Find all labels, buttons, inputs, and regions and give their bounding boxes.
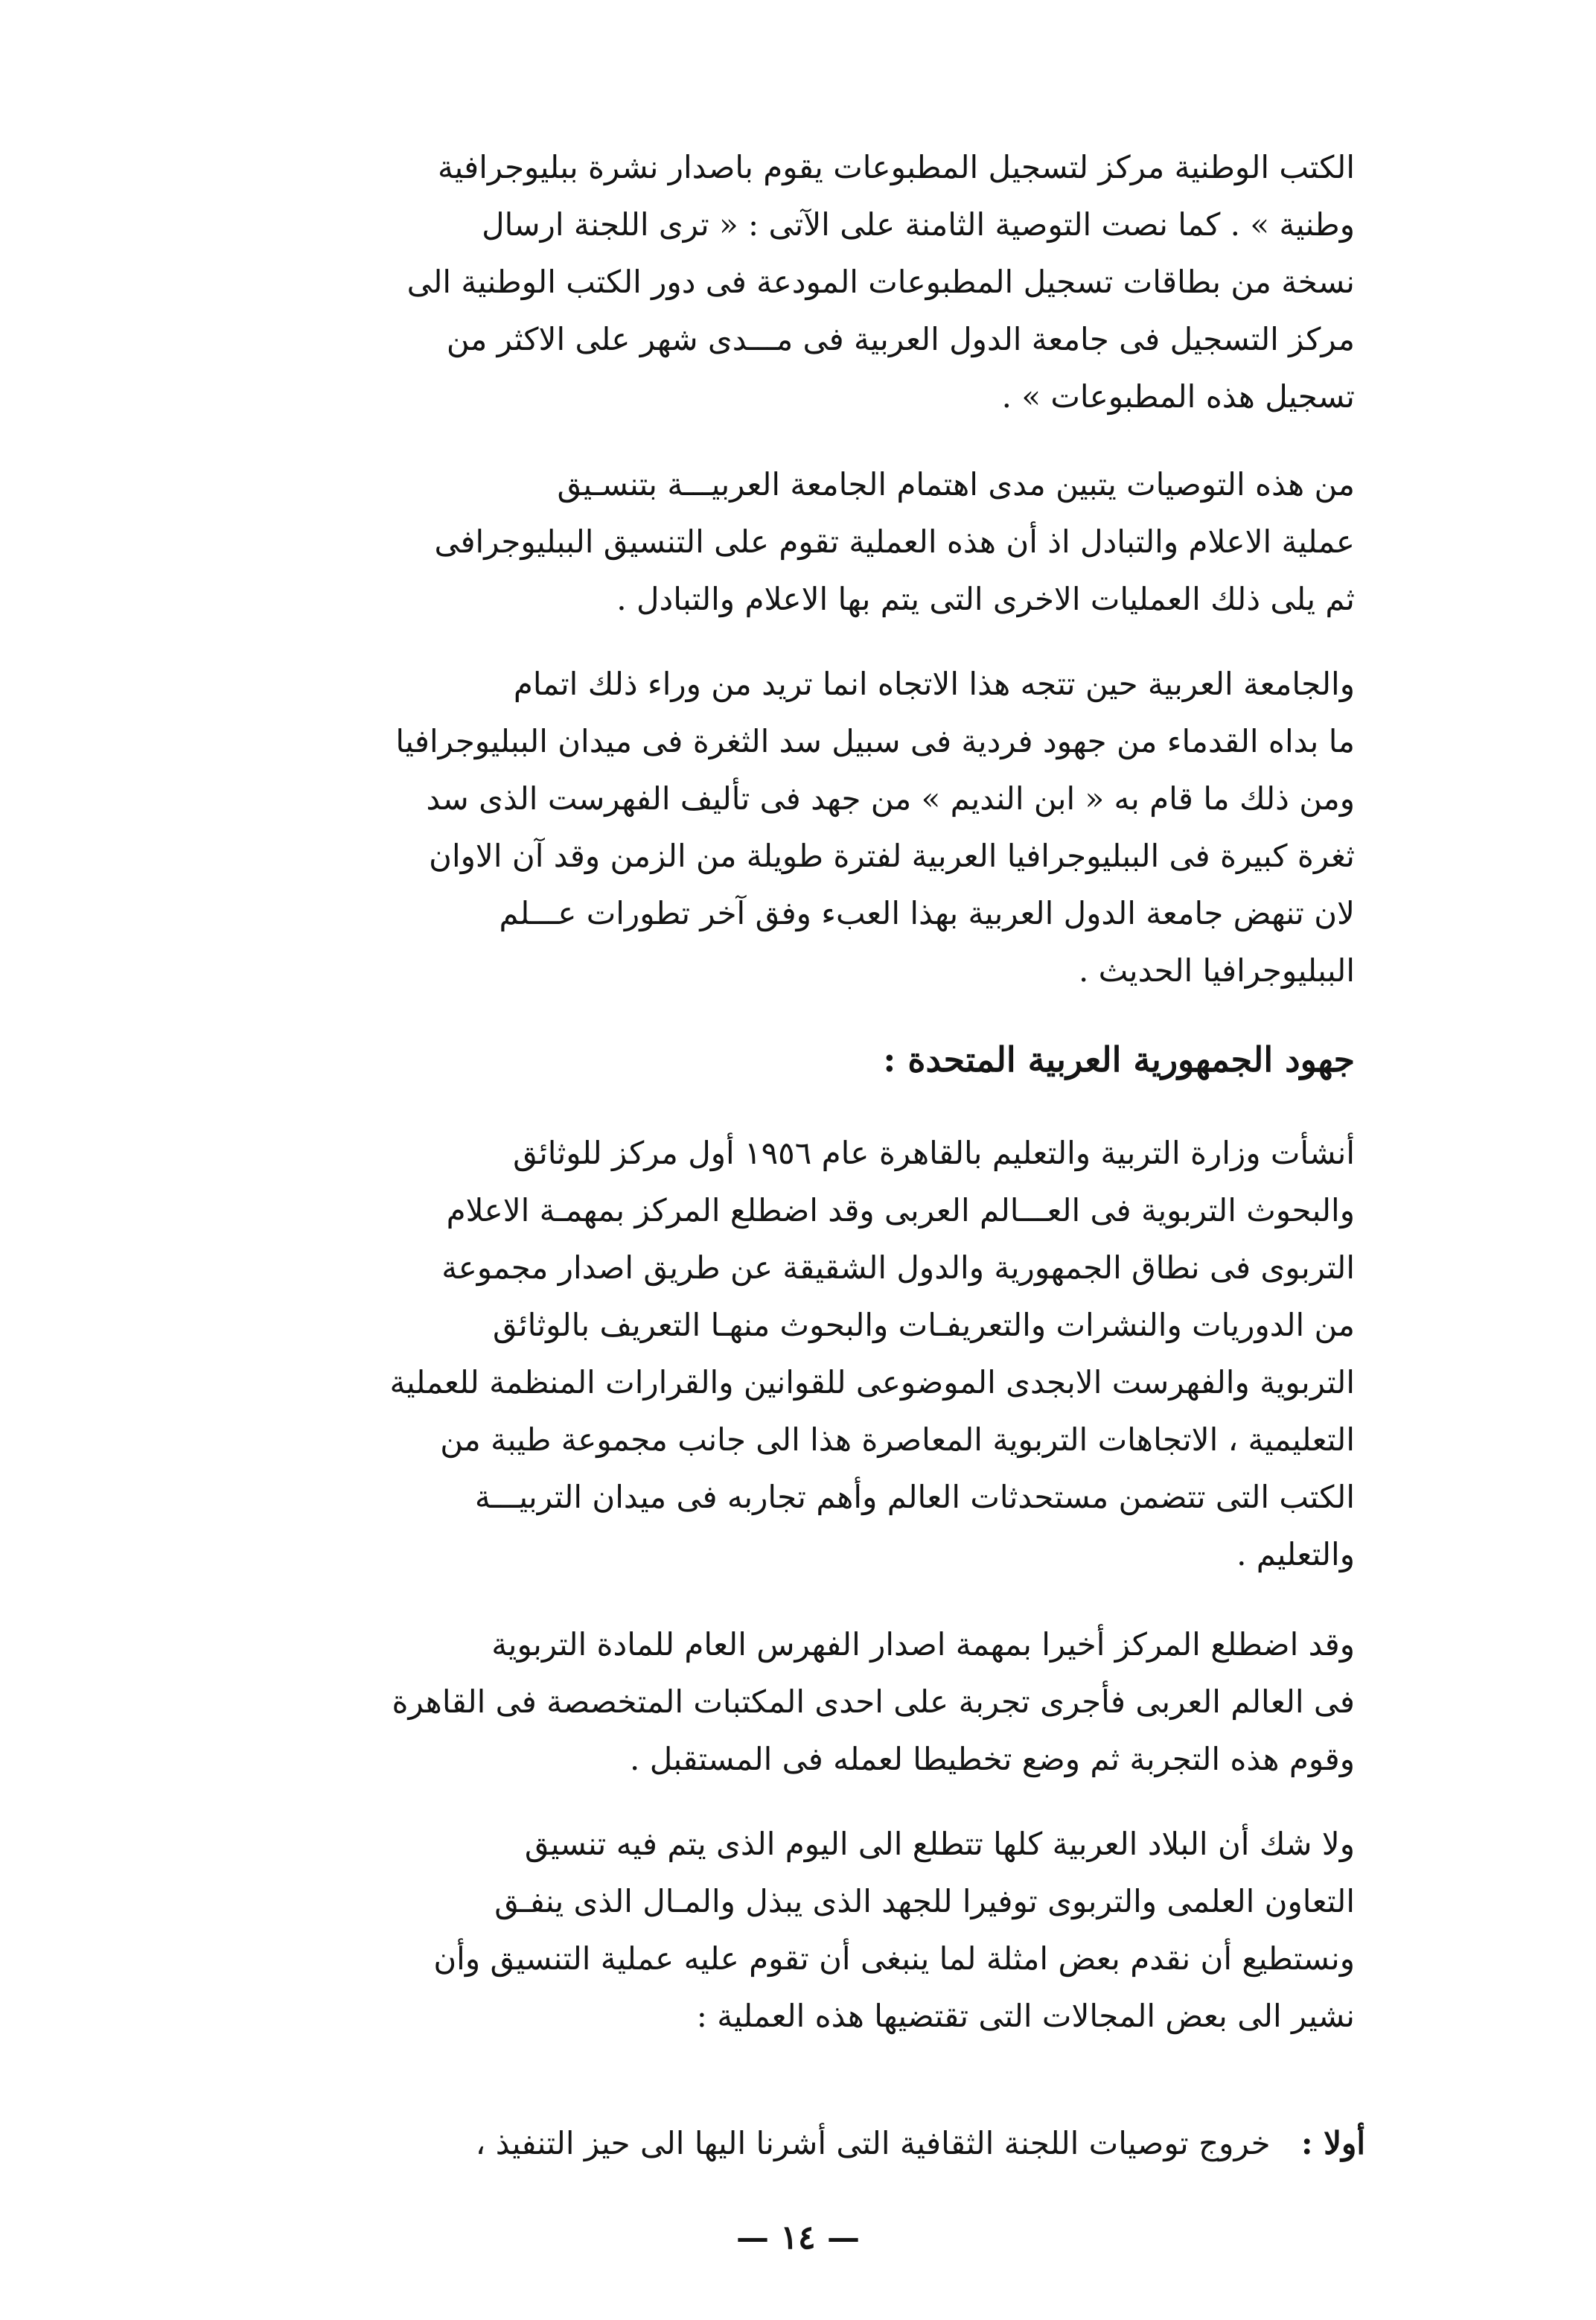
text-line: ما بداه القدماء من جهود فردية فى سبيل سد الثغرة فى ميدان الببليوجرافيا (395, 723, 1355, 759)
text-line: نشير الى بعض المجالات التى تقتضيها هذه العملية : (696, 1998, 1355, 2034)
paragraph-general-index (253, 1616, 1355, 1788)
text-line: مركز التسجيل فى جامعة الدول العربية فى مـــدى شهر على الاكثر من (446, 321, 1355, 357)
text-line: التربوية والفهرست الابجدى الموضوعى للقوانين والقرارات المنظمة للعملية (389, 1364, 1355, 1400)
paragraph-national-libraries (253, 138, 1355, 425)
text-line: وقوم هذه التجربة ثم وضع تخطيطا لعمله فى المستقبل . (630, 1741, 1355, 1777)
text-line: التعاون العلمى والتربوى توفيرا للجهد الذى يبذل والمـال الذى ينفـق (494, 1883, 1355, 1919)
text-line: عملية الاعلام والتبادل اذ أن هذه العملية تقوم على التنسيق الببليوجرافى (434, 523, 1355, 560)
text-line: ثغرة كبيرة فى الببليوجرافيا العربية لفترة طويلة من الزمن وقد آن الاوان (429, 838, 1355, 874)
text-line: التربوى فى نطاق الجمهورية والدول الشقيقة عن طريق اصدار مجموعة (441, 1249, 1355, 1286)
text-line: والبحوث التربوية فى العـــالم العربى وقد اضطلع المركز بمهمـة الاعلام (446, 1192, 1355, 1228)
text-line: الكتب الوطنية مركز لتسجيل المطبوعات يقوم باصدار نشرة ببليوجرافية (437, 149, 1355, 185)
text-line: من الدوريات والنشرات والتعريفـات والبحوث منهـا التعريف بالوثائق (492, 1307, 1355, 1343)
list-item-text: خروج توصيات اللجنة الثقافية التى أشرنا اليها الى حيز التنفيذ ، (475, 2125, 1271, 2161)
list-item-first (476, 2115, 1365, 2172)
text-line: الببليوجرافيا الحديث . (1078, 952, 1355, 989)
text-line: والجامعة العربية حين تتجه هذا الاتجاه انما تريد من وراء ذلك اتمام (513, 666, 1355, 702)
text-line: الكتب التى تتضمن مستحدثات العالم وأهم تجاربه فى ميدان التربيـــة (474, 1479, 1355, 1515)
section-heading: جهود الجمهورية العربية المتحدة : (883, 1039, 1355, 1080)
text-line: تسجيل هذه المطبوعات » . (1001, 378, 1355, 415)
text-line: نسخة من بطاقات تسجيل المطبوعات المودعة فى دور الكتب الوطنية الى (406, 264, 1355, 300)
text-line: وطنية » . كما نصت التوصية الثامنة على الآتى : « ترى اللجنة ارسال (482, 206, 1355, 243)
text-line: لان تنهض جامعة الدول العربية بهذا العبء وفق آخر تطورات عـــلم (499, 895, 1355, 931)
paragraph-league-direction (253, 655, 1355, 999)
text-line: ومن ذلك ما قام به « ابن النديم » من جهد فى تأليف الفهرست الذى سد (426, 780, 1355, 817)
text-line: أنشأت وزارة التربية والتعليم بالقاهرة عام ١٩٥٦ أول مركز للوثائق (513, 1135, 1355, 1171)
text-line: ونستطيع أن نقدم بعض امثلة لما ينبغى أن تقوم عليه عملية التنسيق وأن (433, 1940, 1355, 1977)
text-line: من هذه التوصيات يتبين مدى اهتمام الجامعة العربيـــة بتنسـيق (557, 466, 1355, 503)
paragraph-cooperation (253, 1815, 1355, 2045)
paragraph-documentation-center (253, 1124, 1355, 1583)
text-line: ثم يلى ذلك العمليات الاخرى التى يتم بها الاعلام والتبادل . (616, 581, 1355, 617)
text-line: فى العالم العربى فأجرى تجربة على احدى المكتبات المتخصصة فى القاهرة (392, 1683, 1355, 1720)
text-line: التعليمية ، الاتجاهات التربوية المعاصرة هذا الى جانب مجموعة طيبة من (440, 1421, 1355, 1458)
text-line: والتعليم . (1236, 1536, 1355, 1572)
text-line: وقد اضطلع المركز أخيرا بمهمة اصدار الفهرس العام للمادة التربوية (491, 1626, 1355, 1663)
text-line: ولا شك أن البلاد العربية كلها تتطلع الى اليوم الذى يتم فيه تنسيق (524, 1826, 1355, 1862)
paragraph-league-coordination (253, 456, 1355, 628)
list-item-label: أولا : (1300, 2125, 1365, 2161)
page-number: — ١٤ — (736, 2219, 860, 2257)
